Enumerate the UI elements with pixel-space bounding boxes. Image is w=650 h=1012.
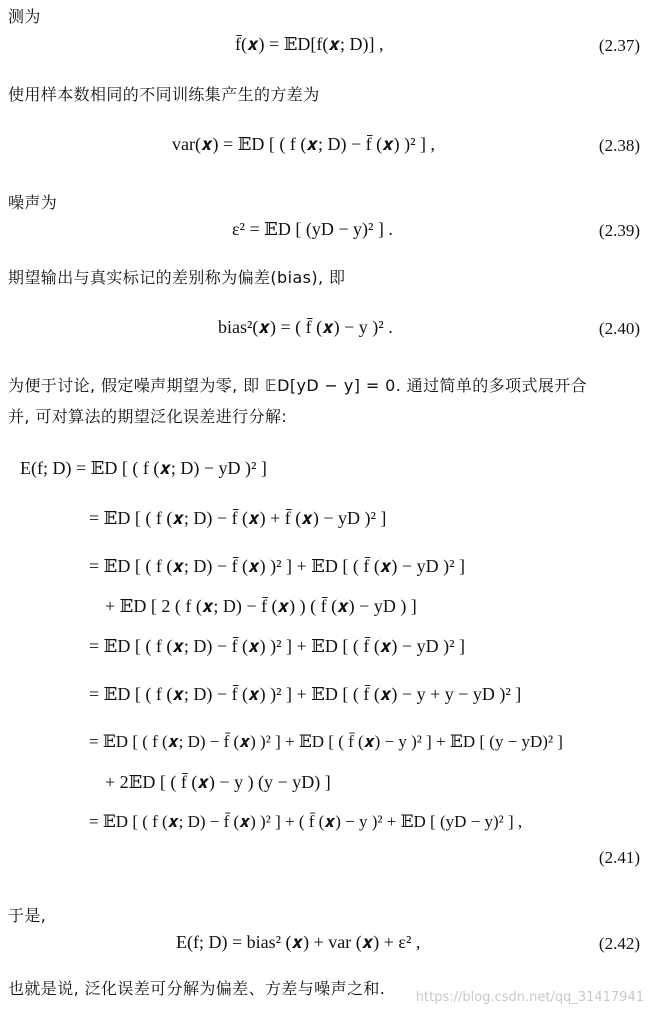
derivation-line-4: + 𝔼D [ 2 ( f (𝒙; D) − f̄ (𝒙) ) ( f̄ (𝒙) − yD ) ]: [105, 596, 417, 616]
text-line-decomposition-1: 为便于讨论, 假定噪声期望为零, 即 𝔼D[yD − y] = 0. 通过简单的多项式展开合: [8, 376, 588, 395]
equation-number-2-38: (2.38): [598, 136, 640, 155]
text-line-conclusion: 也就是说, 泛化误差可分解为偏差、方差与噪声之和.: [8, 979, 386, 998]
text-line-therefore: 于是,: [8, 906, 47, 925]
text-line-measured-as: 测为: [8, 7, 41, 26]
derivation-line-3: = 𝔼D [ ( f (𝒙; D) − f̄ (𝒙) )² ] + 𝔼D [ ( f̄ (𝒙) − yD )² ]: [89, 556, 465, 576]
equation-number-2-41: (2.41): [598, 848, 640, 867]
equation-number-2-42: (2.42): [598, 934, 640, 953]
equation-number-2-37: (2.37): [598, 36, 640, 55]
derivation-line-7: = 𝔼D [ ( f (𝒙; D) − f̄ (𝒙) )² ] + 𝔼D [ ( f̄ (𝒙) − y )² ] + 𝔼D [ (y − yD)² ]: [89, 732, 563, 751]
text-line-decomposition-2: 并, 可对算法的期望泛化误差进行分解:: [8, 407, 288, 426]
derivation-line-5: = 𝔼D [ ( f (𝒙; D) − f̄ (𝒙) )² ] + 𝔼D [ ( f̄ (𝒙) − yD )² ]: [89, 636, 465, 656]
watermark: https://blog.csdn.net/qq_31417941: [415, 990, 644, 1005]
derivation-line-1: E(f; D) = 𝔼D [ ( f (𝒙; D) − yD )² ]: [20, 458, 267, 478]
derivation-line-9: = 𝔼D [ ( f (𝒙; D) − f̄ (𝒙) )² ] + ( f̄ (𝒙) − y )² + 𝔼D [ (yD − y)² ] ,: [89, 812, 523, 831]
equation-2-39: ε² = 𝔼D [ (yD − y)² ] .: [232, 219, 393, 239]
derivation-line-6: = 𝔼D [ ( f (𝒙; D) − f̄ (𝒙) )² ] + 𝔼D [ ( f̄ (𝒙) − y + y − yD )² ]: [89, 684, 522, 704]
equation-2-40: bias²(𝒙) = ( f̄ (𝒙) − y )² .: [218, 317, 393, 337]
equation-2-37: f̄(𝒙) = 𝔼D[f(𝒙; D)] ,: [235, 34, 384, 54]
equation-number-2-39: (2.39): [598, 221, 640, 240]
equation-2-42: E(f; D) = bias² (𝒙) + var (𝒙) + ε² ,: [176, 932, 421, 952]
equation-number-2-40: (2.40): [598, 319, 640, 338]
derivation-line-8: + 2𝔼D [ ( f̄ (𝒙) − y ) (y − yD) ]: [105, 772, 331, 792]
text-line-variance-intro: 使用样本数相同的不同训练集产生的方差为: [8, 85, 320, 104]
equation-2-38: var(𝒙) = 𝔼D [ ( f (𝒙; D) − f̄ (𝒙) )² ] ,: [172, 134, 436, 154]
text-line-noise-intro: 噪声为: [8, 193, 58, 212]
derivation-line-2: = 𝔼D [ ( f (𝒙; D) − f̄ (𝒙) + f̄ (𝒙) − yD )² ]: [89, 508, 387, 528]
text-line-bias-intro: 期望输出与真实标记的差别称为偏差(bias), 即: [8, 268, 346, 287]
